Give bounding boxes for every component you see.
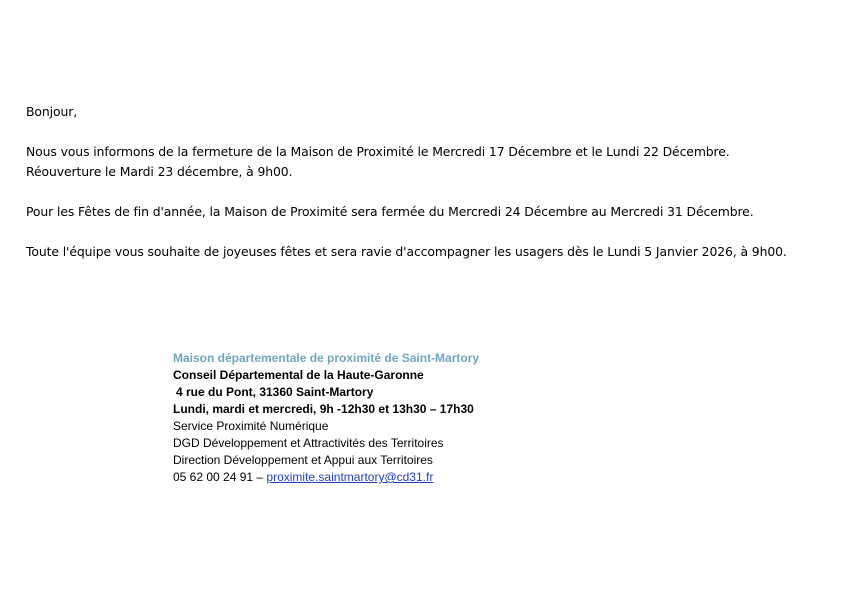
signature-dgd: DGD Développement et Attractivités des Territoires	[173, 436, 444, 450]
signature-email-link[interactable]: proximite.saintmartory@cd31.fr	[266, 470, 434, 484]
signature-council: Conseil Départemental de la Haute-Garonne	[173, 368, 424, 382]
signature-address: 4 rue du Pont, 31360 Saint-Martory	[176, 385, 374, 399]
reopening-notice: Réouverture le Mardi 23 décembre, à 9h00.	[26, 164, 293, 179]
signature-hours: Lundi, mardi et mercredi, 9h -12h30 et 13h30 – 17h30	[173, 402, 474, 416]
signature-phone: 05 62 00 24 91 –	[173, 470, 267, 484]
signature-direction: Direction Développement et Appui aux Territoires	[173, 453, 433, 467]
holiday-closure-notice: Pour les Fêtes de fin d'année, la Maison de Proximité sera fermée du Mercredi 24 Décembre au Mercredi 31 Décembre.	[26, 204, 754, 219]
closure-notice: Nous vous informons de la fermeture de la Maison de Proximité le Mercredi 17 Décembre et le Lundi 22 Décembre.	[26, 144, 730, 159]
email-signature	[173, 350, 733, 486]
message-body	[26, 102, 826, 262]
signature-organization: Maison départementale de proximité de Saint-Martory	[173, 351, 480, 365]
greeting: Bonjour,	[26, 104, 78, 119]
signature-service: Service Proximité Numérique	[173, 419, 329, 433]
season-greetings: Toute l'équipe vous souhaite de joyeuses fêtes et sera ravie d'accompagner les usagers dès le Lundi 5 Janvier 2026, à 9h00.	[26, 244, 787, 259]
signature-contact	[173, 469, 733, 486]
